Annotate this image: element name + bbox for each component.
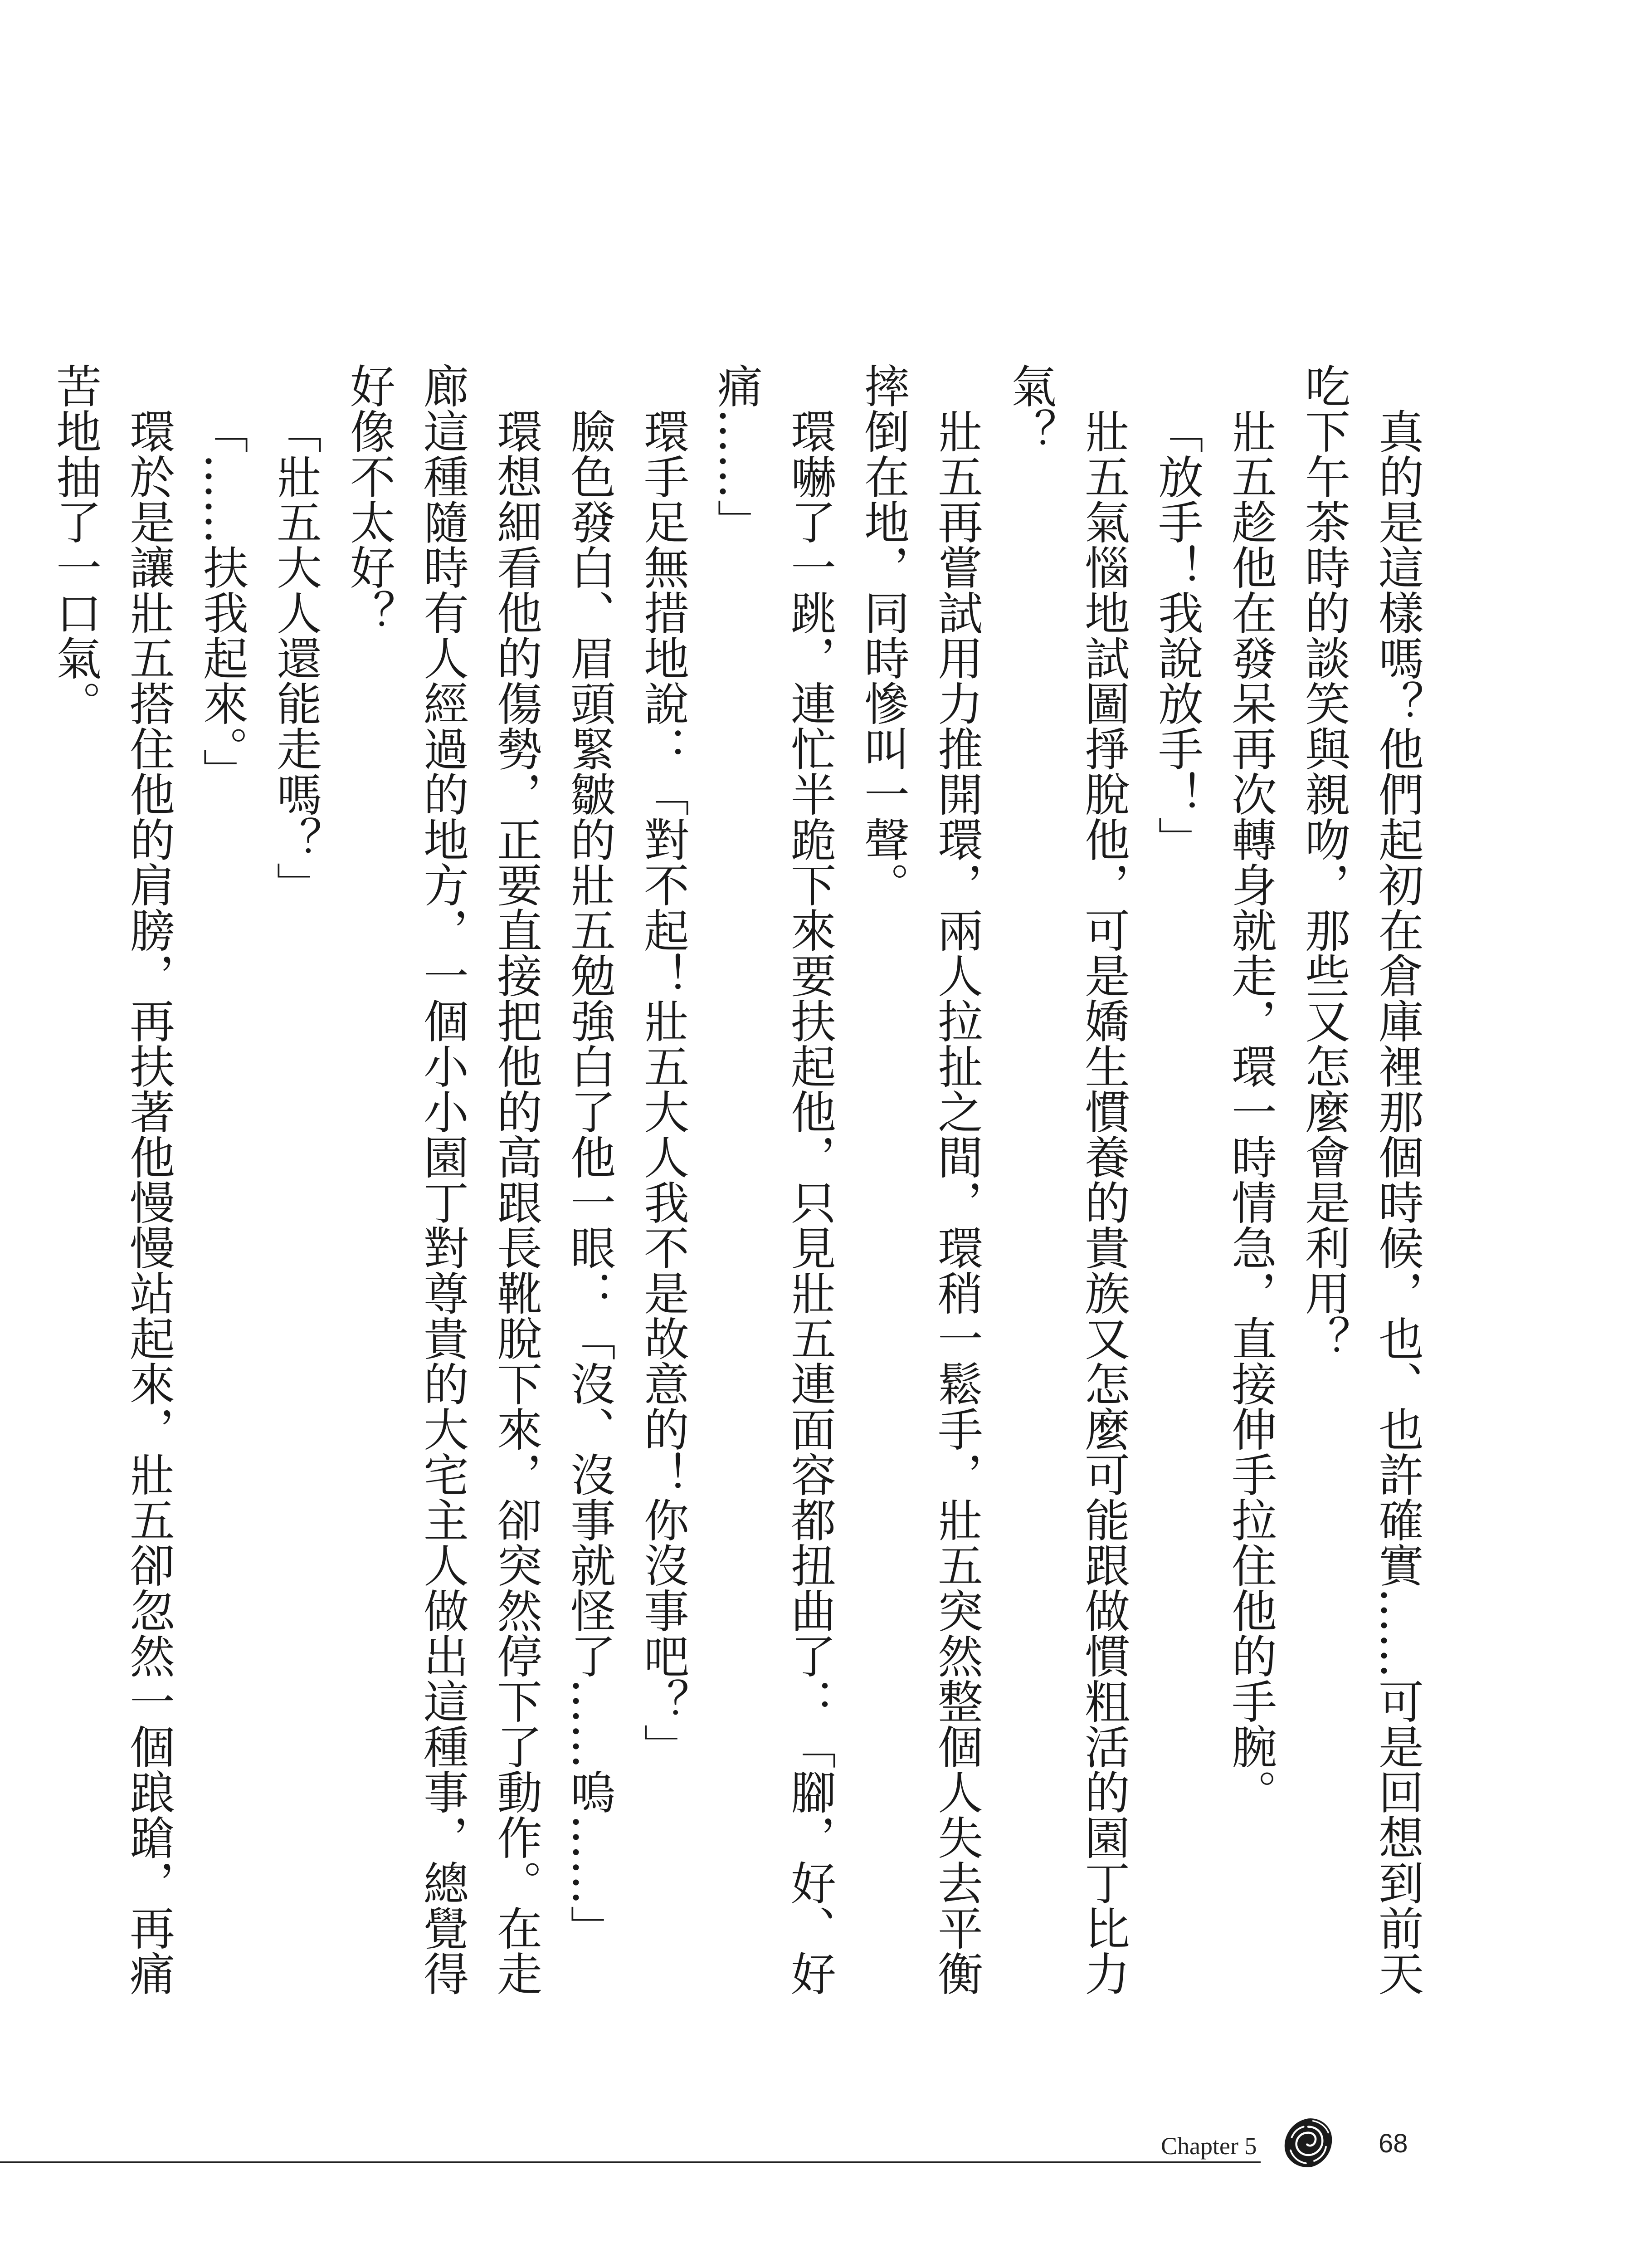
- paragraph-3: 「放手！我說放手！」: [1150, 408, 1204, 862]
- paragraph-11: 「……扶我起來。」: [195, 408, 249, 794]
- paragraph-6: 環嚇了一跳，連忙半跪下來要扶起他，只見壯五連面容都扭曲了：「腳，好、好痛……」: [710, 363, 836, 1996]
- footer-rule: [0, 2161, 1261, 2163]
- paragraph-10: 「壯五大人還能走嗎？」: [269, 408, 322, 907]
- paragraph-1: 真的是這樣嗎？他們起初在倉庫裡那個時候，也、也許確實……可是回想到前天吃下午茶時的談笑與親吻，那些又怎麼會是利用？: [1297, 363, 1424, 1996]
- rose-icon: [1279, 2114, 1338, 2173]
- chapter-label: Chapter 5: [1161, 2132, 1257, 2160]
- body-text: [38, 363, 1434, 1996]
- paragraph-2: 壯五趁他在發呆再次轉身就走，環一時情急，直接伸手拉住他的手腕。: [1224, 408, 1277, 1814]
- paragraph-7: 環手足無措地說：「對不起！壯五大人我不是故意的！你沒事吧？」: [636, 408, 689, 1769]
- paragraph-9: 環想細看他的傷勢，正要直接把他的高跟長靴脫下來，卻突然停下了動作。在走廊這種隨時有人經過的地方，一個小小園丁對尊貴的大宅主人做出這種事，總覺得好像不太好？: [342, 363, 542, 1996]
- page-number: 68: [1379, 2129, 1408, 2158]
- paragraph-5: 壯五再嘗試用力推開環，兩人拉扯之間，環稍一鬆手，壯五突然整個人失去平衡摔倒在地，同時慘叫一聲。: [857, 363, 983, 1996]
- paragraph-4: 壯五氣惱地試圖掙脫他，可是嬌生慣養的貴族又怎麼可能跟做慣粗活的園丁比力氣？: [1004, 363, 1130, 1996]
- paragraph-8: 臉色發白、眉頭緊皺的壯五勉強白了他一眼：「沒、沒事就怪了……嗚……」: [563, 408, 616, 1950]
- paragraph-12: 環於是讓壯五搭住他的肩膀，再扶著他慢慢站起來，壯五卻忽然一個踉蹌，再痛苦地抽了一口氣。: [49, 363, 175, 1996]
